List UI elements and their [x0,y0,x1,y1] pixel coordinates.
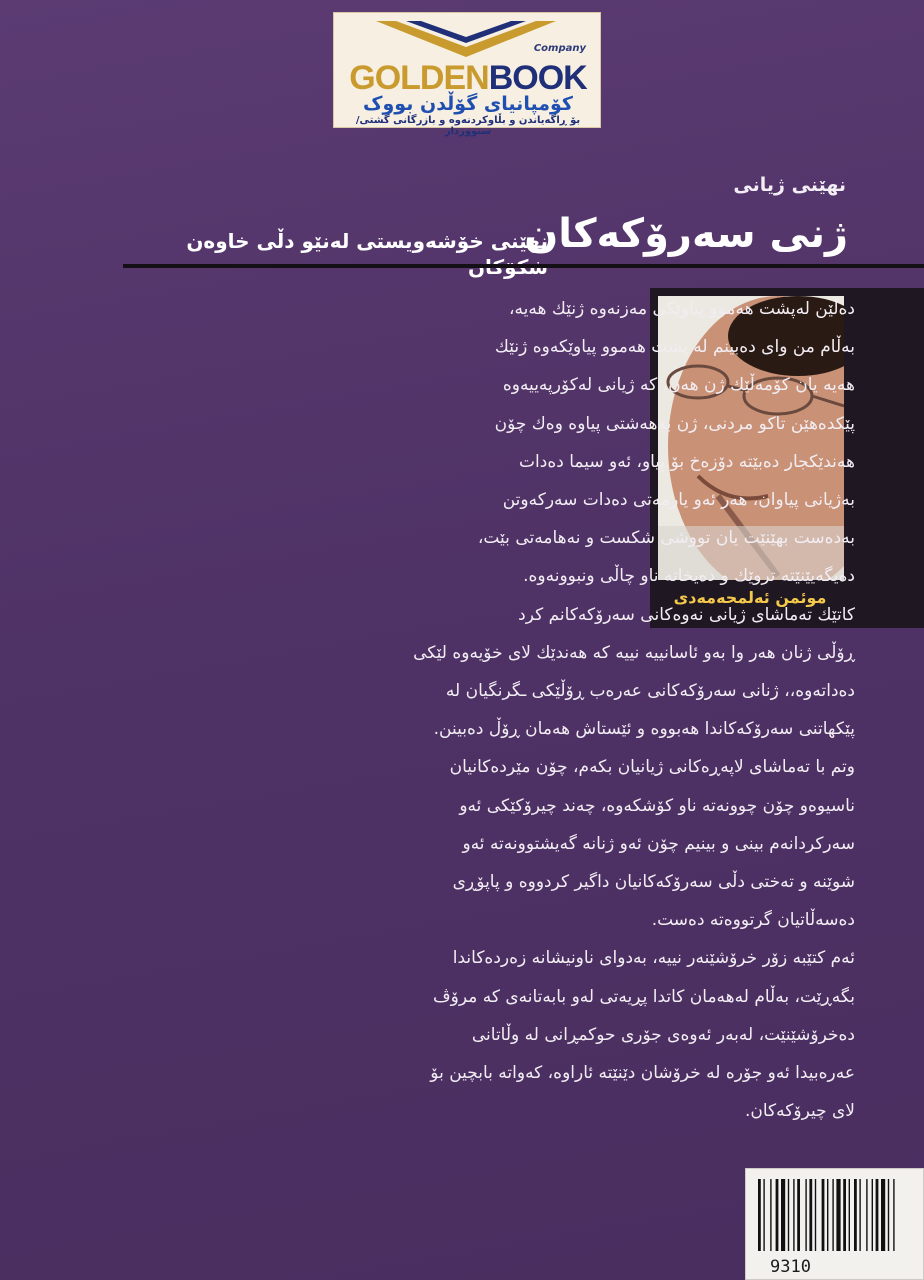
blurb-line: دەخرۆشێنێت، لەبەر ئەوەی جۆری حوکمڕانی لە وڵاتانی [471,1024,855,1045]
barcode-number: 9310 [770,1257,811,1277]
blurb-line: عەرەبیدا ئەو جۆرە لە خرۆشان دێنێتە ئاراوە، کەواتە بابچین بۆ [430,1063,855,1084]
logo-arabic-name: كۆمپانیای گۆڵدن بووک [363,93,573,115]
barcode-icon [756,1179,916,1253]
blurb-line: ئەم کتێبە زۆر خرۆشێنەر نییە، بەدوای ناونیشانە زەردەکاندا [452,948,855,969]
series-title: نهێنی ژیانی [733,174,846,196]
back-cover-blurb [150,290,855,1130]
barcode-label [745,1168,924,1280]
blurb-line: لای چیرۆکەکان. [744,1101,855,1122]
blurb-line: پێکدەهێن تاکو مردنی، ژن بەهەشتی پیاوە وەك چۆن [494,413,855,434]
blurb-line: بەژیانی پیاوان، هەر ئەو یارمەتی دەدات سەرکەوتن [502,490,855,511]
blurb-line: وتم با تەماشای لاپەڕەکانی ژیانیان بکەم، چۆن مێردەکانیان [449,757,855,778]
publisher-logo [333,12,601,137]
logo-brand-blue: BOOK [488,59,587,97]
blurb-line: دەڵێن لەپشت هەموو پیاوێکی مەزنەوە ژنێك هەیە، [509,299,855,319]
logo-brand-gold: GOLDEN [349,59,489,97]
blurb-line: دەسەڵاتیان گرتووەتە دەست. [651,910,855,931]
book-subtitle: نهێنی خۆشەویستی لەنێو دڵی خاوەن [186,229,548,253]
blurb-line: دەداتەوە،، ژنانی سەرۆکەکانی عەرەب ڕۆڵێکی ـگرنگیان لە [445,681,855,702]
blurb-line: پێکهاتنی سەرۆکەکاندا هەبووە و ئێستاش هەمان ڕۆڵ دەبینن. [433,719,855,740]
book-title: ژنی سەرۆکەکان [524,211,848,257]
author-name: موئمن ئەلمحەمەدی [673,588,827,607]
blurb-line: هەیە یان کۆمەڵێك ژن هەن، کە ژیانی لەکۆرپەییەوە [502,375,855,396]
blurb-line: شوێنە و تەختی دڵی سەرۆکەکانیان داگیر کردووە و پاپۆڕی [452,872,855,893]
blurb-line: کاتێك تەماشای ژیانی نەوەکانی سەرۆکەکانم کرد [518,604,855,625]
logo-arabic-tagline: بۆ ڕاگەیاندن و بڵاوکردنەوە و بازرگانی گشتی/ سنووردار [355,115,581,137]
blurb-line: هەندێکجار دەبێتە دۆزەخ بۆ پیاو، ئەو سیما دەدات [519,451,855,472]
blurb-line: بەڵام من وای دەبینم لە پشت هەموو پیاوێکەوە ژنێك [494,337,855,358]
title-divider [123,264,924,268]
chevron-logo-icon [376,17,556,61]
blurb-line: ڕۆڵی ژنان هەر وا بەو ئاسانییە نییە کە هەندێك لای خۆیەوە لێکی [413,642,855,663]
blurb-line: سەرکردانەم بینی و بینیم چۆن ئەو ژنانە گەیشتوونەتە ئەو [462,833,855,854]
blurb-line: بەدەست بهێنێت یان تووشی شکست و نەهامەتی بێت، [477,528,855,549]
blurb-line: ناسیوەو چۆن چوونەتە ناو کۆشکەوە، چەند چیرۆکێکی ئەو [459,795,855,816]
blurb-line: بگەڕێت، بەڵام لەهەمان کاتدا پڕیەتی لەو بابەتانەی کە مرۆڤ [433,986,855,1007]
blurb-line: دەیگەیێنێتە تروێك و دەیخاتە ناو چاڵی ونبوونەوە. [523,566,855,587]
logo-company-label: Company [533,43,586,54]
